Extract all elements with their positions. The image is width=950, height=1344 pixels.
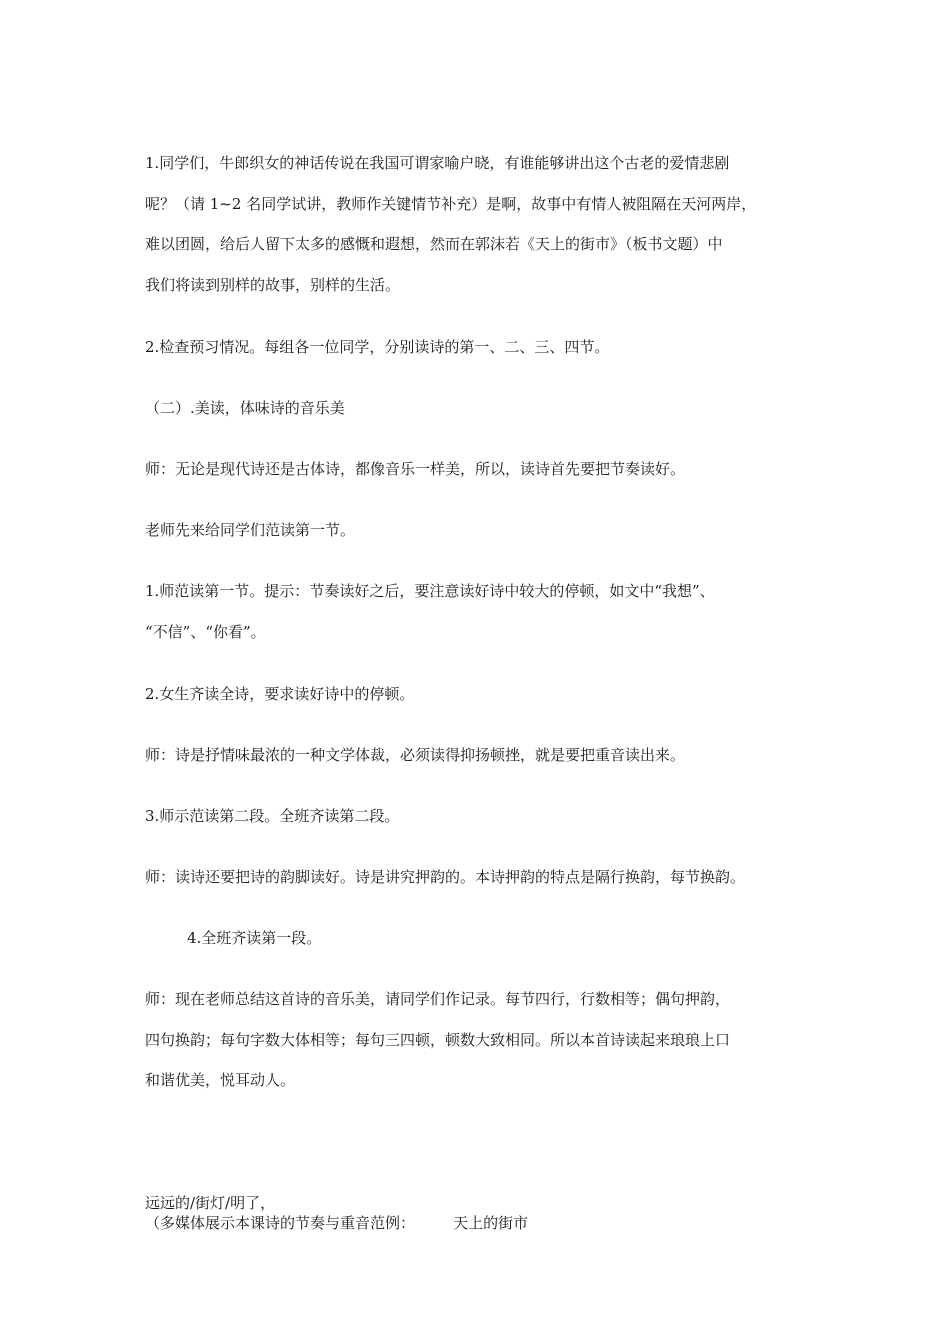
paragraph-teacher-rhythm [145, 449, 825, 490]
text-line: 远远的/街灯/明了， [145, 1194, 276, 1212]
text-line: 2.女生齐读全诗，要求读好诗中的停顿。 [145, 685, 415, 703]
text-line: 师：诗是抒情味最浓的一种文学体裁，必须读得抑扬顿挫，就是要把重音读出来。 [145, 746, 686, 764]
paragraph-teacher-stress [145, 735, 825, 776]
text-line: 我们将读到别样的故事，别样的生活。 [145, 275, 401, 294]
paragraph-story-intro [145, 143, 825, 305]
text-line: 2.检查预习情况。每组各一位同学，分别读诗的第一、二、三、四节。 [145, 338, 610, 356]
text-line: 四句换韵；每句字数大体相等；每句三四顿，顿数大致相同。所以本首诗读起来琅琅上口 [145, 1030, 731, 1049]
text-line: （二）.美读，体味诗的音乐美 [145, 399, 345, 417]
text-line: 呢？（请 1~2 名同学试讲，教师作关键情节补充）是啊，故事中有情人被阻隔在天河两岸， [145, 194, 757, 213]
text-line: 1.师范读第一节。提示：节奏读好之后，要注意读好诗中较大的停顿，如文中“我想”、 [145, 582, 715, 600]
text-line: 师：无论是现代诗还是古体诗，都像音乐一样美，所以，读诗首先要把节奏读好。 [145, 460, 686, 478]
paragraph-teacher-rhyme [145, 857, 825, 898]
text-line: 3.师示范读第二段。全班齐读第二段。 [145, 807, 400, 825]
text-line: 4.全班齐读第一段。 [187, 929, 322, 947]
paragraph-step-1 [145, 571, 825, 652]
section-heading-music [145, 388, 825, 429]
paragraph-step-3 [145, 796, 825, 837]
text-line: （多媒体展示本课诗的节奏与重音范例： 天上的街市 [145, 1214, 529, 1232]
paragraph-teacher-summary [145, 979, 825, 1101]
text-line: “不信”、“你看”。 [145, 622, 266, 641]
text-line: 难以团圆，给后人留下太多的感慨和遐想，然而在郭沫若《天上的街市》（板书文题）中 [145, 235, 723, 253]
text-line: 师：现在老师总结这首诗的音乐美，请同学们作记录。每节四行，行数相等；偶句押韵， [145, 990, 731, 1008]
text-line: 师：读诗还要把诗的韵脚读好。诗是讲究押韵的。本诗押韵的特点是隔行换韵，每节换韵。 [145, 868, 746, 886]
paragraph-step-2 [145, 674, 825, 715]
text-line: 和谐优美，悦耳动人。 [145, 1071, 296, 1089]
paragraph-poem-line [145, 1183, 825, 1224]
text-line: 1.同学们，牛郎织女的神话传说在我国可谓家喻户晓，有谁能够讲出这个古老的爱情悲剧 [145, 154, 730, 172]
paragraph-step-4 [187, 918, 867, 959]
paragraph-teacher-demo [145, 510, 825, 551]
paragraph-preview-check [145, 327, 825, 368]
text-line: 老师先来给同学们范读第一节。 [145, 521, 356, 539]
